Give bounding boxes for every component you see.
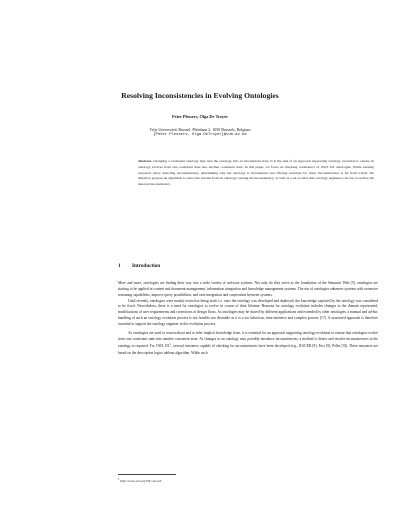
paragraph-3-start: As ontologies are used to reason about and to infer implicit knowledge from, it is essential for an approach supporting ontology evolution to ensure that ontologies evolve from one consistent state into another consistent state. As changes to an ontology may possibly introduce inconsistencies, a method to detect and resolve inconsistencies in the ontology is required. For OWL DL [118, 330, 378, 349]
footnote-mark: 1 [118, 478, 120, 481]
abstract-label: Abstract. [138, 159, 153, 163]
author-affiliation [60, 127, 340, 139]
paragraph-3 [118, 331, 378, 357]
section-title: Introduction [132, 263, 161, 269]
abstract-text: Changing a consistent ontology may turn the ontology into an inconsistent state. It is the task of an approach supporting ontology evolution to ensure an ontology evolves from one consistent state into another consistent state. In this paper, we focus on checking consistency of OWL DL ontologies. While existing reasoners allow detecting inconsistencies, determining why the ontology is inconsistent and offering solutions for these inconsistencies is far from trivial. We therefore propose an algorithm to select the axioms from an ontology causing the inconsistency, as well as a set of rules that ontology engineers can use to resolve the detected inconsistency. [138, 159, 374, 186]
footnote [118, 477, 378, 484]
paper-title: Resolving Inconsistencies in Evolving Ontologies [121, 91, 279, 100]
paper-authors: Peter Plessers, Olga De Troyer [172, 114, 228, 119]
author-emails: {Peter.Plessers, Olga.DeTroyer}@vub.ac.be [153, 132, 247, 137]
footnote-text: http://www.w3.org/TR/owl-ref/ [120, 479, 162, 484]
affiliation-address: Vrije Universiteit Brussel, Pleinlaan 2, 1050 Brussels, Belgium [149, 127, 251, 132]
section-number: 1 [118, 263, 121, 269]
body-text [118, 281, 378, 356]
footnote-rule [118, 474, 176, 475]
paragraph-3-rest: , several reasoners capable of checking for inconsistencies have been developed (e.g., RACER [8], Fact [9], Pellet [9]). These reasoners are based on the description logics tableau algorithm. While such [118, 344, 378, 355]
footnote-marker: 1 [169, 342, 172, 347]
paragraph-2-start: Until recently, ontologies were mainly [128, 298, 186, 303]
abstract [138, 159, 374, 188]
paragraph-2-emphasis: treated [185, 298, 196, 303]
section-heading [118, 263, 378, 270]
paragraph-2 [118, 299, 378, 328]
paragraph-1: More and more, ontologies are finding their way into a wide variety of software systems. Not only do they serve as the foundation of the Semantic Web [5], ontologies are starting to be applied in content and document management, information integration and knowledge management systems. The use of ontologies enhances systems with extensive reasoning capabilities, improve query possibilities, and ease integration and cooperation between systems. [118, 281, 378, 297]
paragraph-2-rest: as being static i.e. once the ontology was developed and deployed, the knowledge captured by the ontology was considered to be fixed. Nevertheless, there is a need for ontologies to evolve in course of their lifetime. Reasons for ontology evolution includes changes to the domain represented, modifications of user requirements and corrections of design flaws. As ontologies may be shared by different applications and extended by other ontologies, a manual and ad-hoc handling of such an ontology evolution process is not feasible nor desirable as it is a too laborious, time intensive and complex process [17]. A structured approach is therefore essential to support the ontology engineer in this evolution process. [118, 298, 378, 326]
